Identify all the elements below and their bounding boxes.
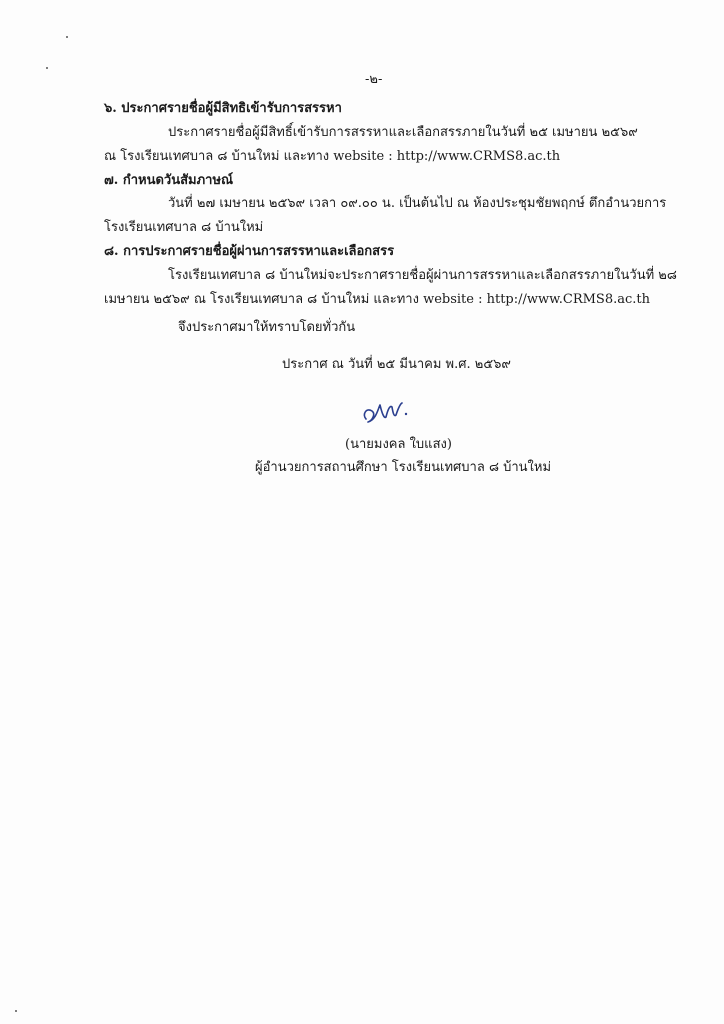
signer-name: (นายมงคล ใบแสง) xyxy=(345,437,452,452)
section-8-line-1: โรงเรียนเทศบาล ๘ บ้านใหม่จะประกาศรายชื่อผู้ผ่านการสรรหาและเลือกสรรภายในวันที่ ๒๘ xyxy=(168,268,677,283)
handwritten-signature xyxy=(360,395,410,429)
section-heading-6: ๖. ประกาศรายชื่อผู้มีสิทธิเข้ารับการสรรหา xyxy=(104,101,342,116)
announcement-date: ประกาศ ณ วันที่ ๒๕ มีนาคม พ.ศ. ๒๕๖๙ xyxy=(282,357,511,372)
section-heading-7: ๗. กำหนดวันสัมภาษณ์ xyxy=(104,173,234,188)
section-heading-8: ๘. การประกาศรายชื่อผู้ผ่านการสรรหาและเลือกสรร xyxy=(104,244,395,259)
section-8-line-2: เมษายน ๒๕๖๙ ณ โรงเรียนเทศบาล ๘ บ้านใหม่ และทาง website : http://www.CRMS8.ac.th xyxy=(104,292,650,307)
section-7-line-1: วันที่ ๒๗ เมษายน ๒๕๖๙ เวลา ๐๙.๐๐ น. เป็นต้นไป ณ ห้องประชุมชัยพฤกษ์ ตึกอำนวยการ xyxy=(168,196,667,211)
scan-speck xyxy=(46,67,48,69)
section-7-line-2: โรงเรียนเทศบาล ๘ บ้านใหม่ xyxy=(104,220,264,235)
section-6-line-1: ประกาศรายชื่อผู้มีสิทธิ์เข้ารับการสรรหาและเลือกสรรภายในวันที่ ๒๕ เมษายน ๒๕๖๙ xyxy=(168,125,638,140)
closing-statement: จึงประกาศมาให้ทราบโดยทั่วกัน xyxy=(178,320,356,335)
scan-speck xyxy=(15,1010,17,1012)
page-number: -๒- xyxy=(365,72,383,87)
section-6-line-2: ณ โรงเรียนเทศบาล ๘ บ้านใหม่ และทาง website : http://www.CRMS8.ac.th xyxy=(104,149,561,164)
scan-speck xyxy=(66,36,68,38)
signer-title: ผู้อำนวยการสถานศึกษา โรงเรียนเทศบาล ๘ บ้านใหม่ xyxy=(255,460,552,475)
